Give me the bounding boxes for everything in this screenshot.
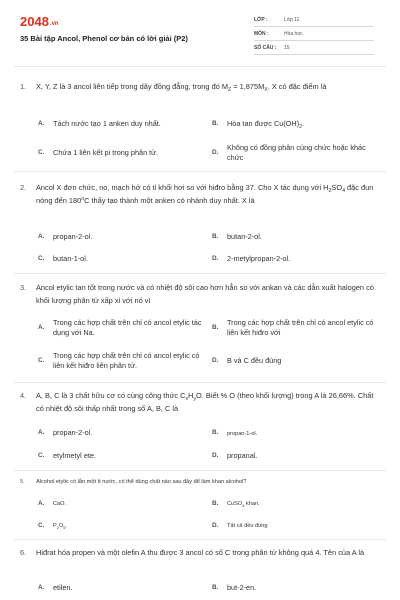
option-label: B. <box>212 324 219 331</box>
question-separator <box>14 382 386 383</box>
option-label: D. <box>212 452 219 459</box>
logo-text: 2048 <box>20 14 49 29</box>
option-label: C. <box>38 255 45 262</box>
option-label: A. <box>38 120 45 127</box>
question-number: 1. <box>20 82 27 91</box>
option-text: Trong các hợp chất trên chỉ có ancol etylic có liên kết hiđro với <box>227 318 374 337</box>
question-text: Alcohol etylic có lẫn một ít nước, có thể dùng chất nào sau đây để làm khan alcohol? <box>36 479 247 485</box>
option-label: B. <box>212 233 219 240</box>
option-text: Chứa 1 liên kết pi trong phân tử. <box>53 148 159 157</box>
meta-row-class <box>254 16 374 27</box>
option-label: A. <box>38 233 45 240</box>
option-label: B. <box>212 500 219 507</box>
meta-key: MÔN : <box>254 31 269 37</box>
question-number: 5. <box>20 479 25 485</box>
option-text: butan-1-ol. <box>53 254 88 263</box>
question-separator <box>14 539 386 540</box>
question-number: 2. <box>20 183 27 192</box>
option-text: Tách nước tạo 1 anken duy nhất. <box>53 119 161 128</box>
question-number: 3. <box>20 283 27 292</box>
question-number: 4. <box>20 391 27 400</box>
option-label: B. <box>212 120 219 127</box>
option-text: Hòa tan được $Cu(OH)_2$. <box>227 119 304 130</box>
option-label: D. <box>212 357 219 364</box>
option-text: propan-2-ol. <box>53 428 93 437</box>
option-text: B và C đều đúng <box>227 356 282 365</box>
option-label: A. <box>38 429 45 436</box>
option-label: C. <box>38 149 45 156</box>
option-text: Tất cả đều đúng <box>227 523 268 529</box>
question-separator <box>14 470 386 471</box>
question-text: Hiđrat hóa propen và một olefin A thu được 3 ancol có số C trong phân tử không quá 4. Tên của A là <box>36 548 365 557</box>
meta-row-subject <box>254 30 374 41</box>
option-text: $P_2O_5$. <box>53 523 68 530</box>
meta-value: Lớp 11 <box>284 17 300 23</box>
option-label: C. <box>38 452 45 459</box>
header-divider <box>14 66 386 67</box>
question-text: X, Y, Z là 3 ancol liên tiếp trong dãy đồng đẳng, trong đó $M_Z = 1,875M_X$. X có đặc điểm là <box>36 82 327 93</box>
meta-row-count <box>254 44 374 55</box>
site-logo[interactable] <box>20 14 59 29</box>
option-text: CuSO$_4$ khan. <box>227 501 260 508</box>
question-text: A, B, C là 3 chất hữu cơ có cùng công thức $C_xH_yO$. Biết % O (theo khối lượng) trong A là 26,66%. Chất có nhiệt độ sôi thấp nhất trong số A, B, C là <box>36 391 374 413</box>
option-label: A. <box>38 324 45 331</box>
option-text: propan-2-ol. <box>53 232 93 241</box>
meta-key: SỐ CÂU : <box>254 45 277 51</box>
option-text: 2-metylpropan-2-ol. <box>227 254 291 263</box>
question-separator <box>14 273 386 274</box>
document-header <box>0 0 400 62</box>
option-text: Không có đồng phân cùng chức hoặc khác chức <box>227 143 366 162</box>
option-label: B. <box>212 584 219 591</box>
option-text: propanal. <box>227 451 258 460</box>
option-label: B. <box>212 429 219 436</box>
option-text: butan-2-ol. <box>227 232 262 241</box>
option-text: etilen. <box>53 583 73 592</box>
document-title: 35 Bài tập Ancol, Phenol cơ bản có lời giải (P2) <box>20 34 188 43</box>
meta-value: 15 <box>284 45 290 51</box>
meta-value: Hóa học <box>284 31 303 37</box>
option-text: CaO. <box>53 501 67 507</box>
question-separator <box>14 171 386 172</box>
option-label: C. <box>38 357 45 364</box>
meta-key: LỚP : <box>254 17 268 23</box>
question-number: 6. <box>20 548 27 557</box>
option-text: Trong các hợp chất trên chỉ có ancol etylic có liên kết hiđro liên phân tử. <box>53 351 200 370</box>
question-text: Ancol X đơn chức, no, mạch hở có tỉ khối hơi so với hiđro bằng 37. Cho X tác dụng với $H_2SO_4$ đặc đun nóng đến 180$^o$C thấy tạo thành một anken có nhánh duy nhất. X là <box>36 183 374 205</box>
option-text: Trong các hợp chất trên chỉ có ancol etylic tác dụng với Na. <box>53 318 202 337</box>
question-text: Ancol etylic tan tốt trong nước và có nhiệt độ sôi cao hơn hẳn so với ankan và các dẫn xuất halogen có khối lượng phân tử xấp xỉ với nó vì <box>36 283 374 305</box>
logo-suffix: .vn <box>49 21 59 27</box>
option-label: D. <box>212 149 219 156</box>
option-label: A. <box>38 584 45 591</box>
option-text: propan-1-ol. <box>227 431 258 437</box>
option-label: D. <box>212 522 219 529</box>
option-label: D. <box>212 255 219 262</box>
option-label: C. <box>38 522 45 529</box>
option-text: etylmetyl ete. <box>53 451 96 460</box>
option-label: A. <box>38 500 45 507</box>
option-text: but-2-en. <box>227 583 257 592</box>
